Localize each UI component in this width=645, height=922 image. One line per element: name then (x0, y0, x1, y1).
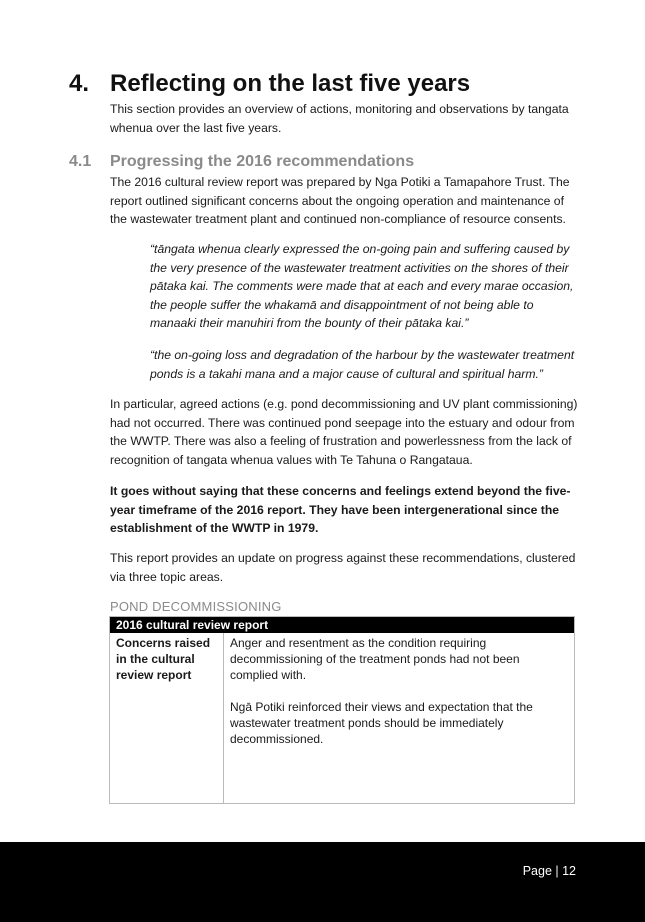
table-header: 2016 cultural review report (110, 617, 574, 633)
section-intro: This section provides an overview of actions, monitoring and observations by tangata whenua over the last five years. (110, 102, 569, 135)
section-number: 4. (69, 70, 90, 97)
row-label: Concerns raised in the cultural review report (110, 633, 224, 803)
row-text-1: Anger and resentment as the condition requiring decommissioning of the treatment ponds had not been complied with. (230, 636, 520, 682)
page-number: Page | 12 (522, 864, 576, 878)
section-heading (69, 70, 470, 98)
paragraph-update: This report provides an update on progress against these recommendations, clustered via three topic areas. (110, 551, 576, 584)
quote-1: “tāngata whenua clearly expressed the on-going pain and suffering caused by the very presence of the wastewater treatment activities on the shores of their pātaka kai. The comments were made that at each and every marae occasion, the people suffer the whakamā and disappointment of not being able to manaaki their manuhiri from the bounty of their pātaka kai.” (150, 242, 574, 331)
paragraph-intro: The 2016 cultural review report was prepared by Nga Potiki a Tamapahore Trust. The report outlined significant concerns about the ongoing operation and maintenance of the wastewater treatment plant and continued non-compliance of resource consents. (110, 175, 570, 227)
row-text-2: Ngā Potiki reinforced their views and expectation that the wastewater treatment ponds should be immediately decommissioned. (230, 700, 533, 746)
row-content (230, 635, 550, 763)
paragraph-emphasis: It goes without saying that these concerns and feelings extend beyond the five-year timeframe of the 2016 report. They have been intergenerational since the establishment of the WWTP in 1979. (110, 484, 571, 536)
review-table (109, 616, 575, 804)
subsection-number: 4.1 (69, 153, 92, 170)
section-title: Reflecting on the last five years (110, 70, 471, 97)
subsection-heading (69, 153, 414, 171)
quote-2: “the on-going loss and degradation of the harbour by the wastewater treatment ponds is a takahi mana and a major cause of cultural and spiritual harm.” (150, 348, 575, 381)
subsection-title: Progressing the 2016 recommendations (110, 153, 415, 170)
table-row (110, 633, 574, 803)
page-footer (0, 842, 645, 922)
table-caption: POND DECOMMISSIONING (110, 599, 282, 614)
paragraph-actions: In particular, agreed actions (e.g. pond decommissioning and UV plant commissioning) had not occurred. There was continued pond seepage into the estuary and odour from the WWTP. There was also a feeling of frustration and powerlessness from the lack of recognition of tangata whenua values with Te Tahuna o Rangataua. (110, 397, 578, 467)
